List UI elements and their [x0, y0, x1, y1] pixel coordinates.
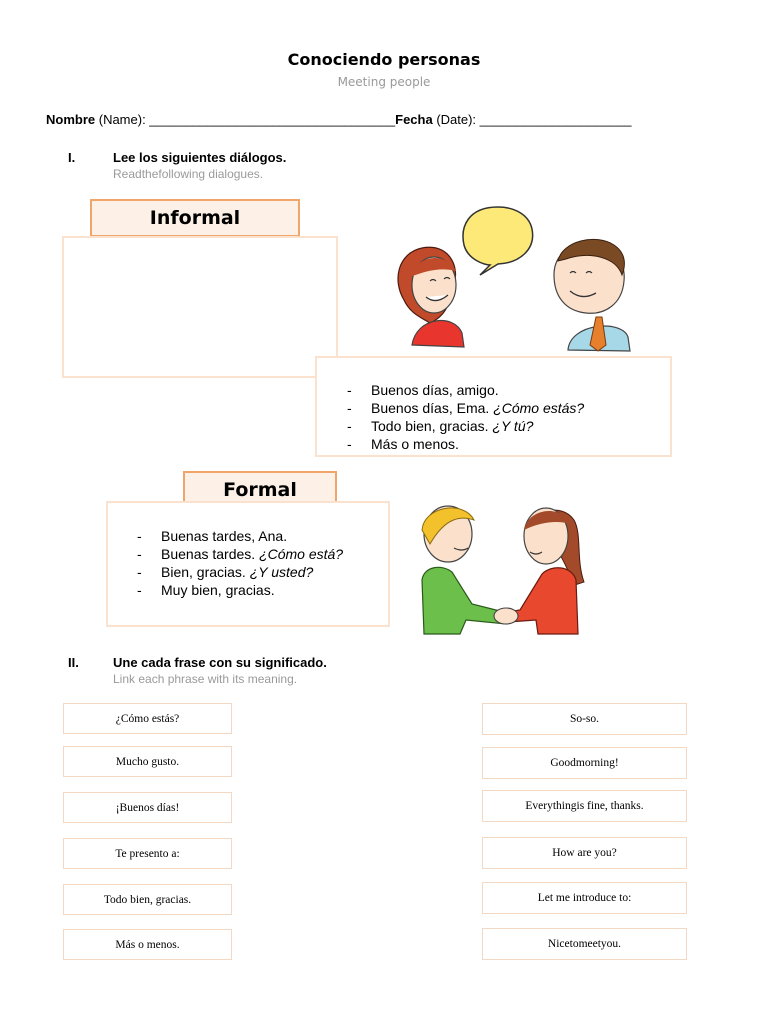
section-1-title: Lee los siguientes diálogos. [113, 150, 287, 165]
phrase-box-es[interactable]: Todo bien, gracias. [63, 884, 232, 915]
man-figure [422, 506, 506, 634]
dialogue-line: - Todo bien, gracias. ¿Y tú? [347, 418, 534, 434]
phrase-box-es[interactable]: ¿Cómo estás? [63, 703, 232, 734]
informal-label-box: Informal [90, 199, 300, 237]
dialogue-line: - Buenos días, Ema. ¿Cómo estás? [347, 400, 585, 416]
meaning-box-en[interactable]: Let me introduce to: [482, 882, 687, 914]
meaning-box-en[interactable]: Goodmorning! [482, 747, 687, 779]
informal-dialogue-list [347, 381, 584, 453]
section-1-number: I. [68, 150, 76, 165]
date-label-en: (Date): [432, 112, 480, 127]
name-blank[interactable]: __________________________________ [149, 112, 396, 127]
man-figure [554, 239, 630, 351]
informal-people-illustration [390, 205, 640, 355]
dialogue-line: - Buenos días, amigo. [347, 382, 499, 398]
handshake-illustration [412, 500, 592, 640]
date-blank[interactable]: _____________________ [479, 112, 632, 127]
phrase-box-es[interactable]: Te presento a: [63, 838, 232, 869]
handshake-hands [494, 608, 518, 624]
meaning-box-en[interactable]: How are you? [482, 837, 687, 869]
date-label: Fecha [395, 112, 433, 127]
meaning-box-en[interactable]: Everythingis fine, thanks. [482, 790, 687, 822]
dialogue-line: - Más o menos. [347, 436, 459, 452]
formal-dialogue-list [137, 527, 343, 599]
section-1-subtitle: Readthefollowing dialogues. [113, 167, 264, 181]
section-2-number: II. [68, 655, 79, 670]
name-date-line [46, 112, 632, 127]
dialogue-line: - Muy bien, gracias. [137, 582, 275, 598]
page-title: Conociendo personas [287, 50, 481, 69]
dialogue-line: - Bien, gracias. ¿Y usted? [137, 564, 314, 580]
meaning-box-en[interactable]: So-so. [482, 703, 687, 735]
formal-label-box: Formal [183, 471, 337, 505]
dialogue-line: - Buenas tardes, Ana. [137, 528, 288, 544]
informal-dialogue-panel [315, 356, 672, 457]
phrase-box-es[interactable]: Más o menos. [63, 929, 232, 960]
dialogue-line: - Buenas tardes. ¿Cómo está? [137, 546, 344, 562]
formal-dialogue-panel [106, 501, 390, 627]
page-subtitle: Meeting people [337, 75, 431, 89]
section-2-subtitle: Link each phrase with its meaning. [113, 672, 298, 686]
woman-figure [398, 247, 464, 347]
phrase-box-es[interactable]: Mucho gusto. [63, 746, 232, 777]
name-label: Nombre [46, 112, 96, 127]
informal-empty-panel [62, 236, 338, 378]
name-label-en: (Name): [95, 112, 150, 127]
section-2-title: Une cada frase con su significado. [113, 655, 327, 670]
meaning-box-en[interactable]: Nicetomeetyou. [482, 928, 687, 960]
phrase-box-es[interactable]: ¡Buenos días! [63, 792, 232, 823]
speech-bubble-icon [463, 207, 533, 275]
